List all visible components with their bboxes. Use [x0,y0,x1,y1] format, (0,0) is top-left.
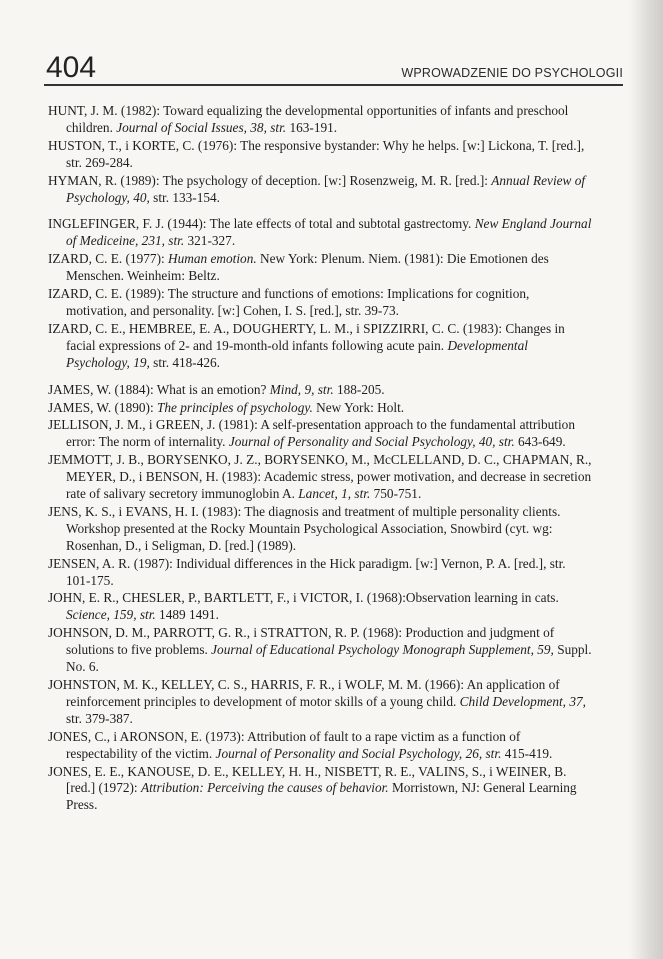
reference-entry: JOHN, E. R., CHESLER, P., BARTLETT, F., i VICTOR, I. (1968):Observation learning in cats. Science, 159, str. 1489 1491. [48,590,559,623]
header-rule [44,84,623,86]
reference-entry: HUSTON, T., i KORTE, C. (1976): The responsive bystander: Why he helps. [w:] Lickona, T. [red.], str. 269-284. [48,137,585,170]
reference-entry: JELLISON, J. M., i GREEN, J. (1981): A self-presentation approach to the fundamental attribution error: The norm of internality. Journal of Personality and Social Psychology, 40, str. 643-649. [48,417,575,450]
page-edge-shadow [629,0,663,959]
reference-entry: JENS, K. S., i EVANS, H. I. (1983): The diagnosis and treatment of multiple personality clients. Workshop presented at the Rocky Mountain Psychological Association, Snowbird (cyt. wg: Rosenhan, D., i Seligman, D. [red.] (1989). [48,503,561,553]
running-title: WPROWADZENIE DO PSYCHOLOGII [401,66,623,80]
reference-entry: HYMAN, R. (1989): The psychology of deception. [w:] Rosenzweig, M. R. [red.]: Annual Review of Psychology, 40, str. 133-154. [48,172,586,205]
reference-entry: JOHNSON, D. M., PARROTT, G. R., i STRATTON, R. P. (1968): Production and judgment of solutions to five problems. Journal of Educational Psychology Monograph Supplement, 59, Suppl. No. 6. [48,625,592,675]
reference-entry: INGLEFINGER, F. J. (1944): The late effects of total and subtotal gastrectomy. New England Journal of Mediceine, 231, str. 321-327. [48,216,592,249]
reference-entry: JAMES, W. (1890): The principles of psychology. New York: Holt. [48,399,405,415]
reference-entry: IZARD, C. E. (1977): Human emotion. New York: Plenum. Niem. (1981): Die Emotionen des Menschen. Weinheim: Beltz. [48,251,549,284]
reference-entry: JENSEN, A. R. (1987): Individual differences in the Hick paradigm. [w:] Vernon, P. A. [red.], str. 101-175. [48,555,566,588]
reference-entry: JOHNSTON, M. K., KELLEY, C. S., HARRIS, F. R., i WOLF, M. M. (1966): An application of reinforcement principles to development of motor skills of a young child. Child Development, 37, str. 379-387. [48,677,586,726]
reference-list [48,103,593,815]
reference-entry: JAMES, W. (1884): What is an emotion? Mind, 9, str. 188-205. [48,381,385,397]
reference-entry: JONES, C., i ARONSON, E. (1973): Attribution of fault to a rape victim as a function of respectability of the victim. Journal of Personality and Social Psychology, 26, str. 415-419. [48,728,553,761]
reference-entry: JEMMOTT, J. B., BORYSENKO, J. Z., BORYSENKO, M., McCLELLAND, D. C., CHAPMAN, R., MEYER, D., i BENSON, H. (1983): Academic stress, power motivation, and decrease in secretion rate of salivary secretory immunoglobin A. Lancet, 1, str. 750-751. [48,452,592,502]
reference-entry: JONES, E. E., KANOUSE, D. E., KELLEY, H. H., NISBETT, R. E., VALINS, S., i WEINER, B. [red.] (1972): Attribution: Perceiving the causes of behavior. Morristown, NJ: General Learning Press. [48,763,577,813]
reference-entry: IZARD, C. E. (1989): The structure and functions of emotions: Implications for cognition, motivation, and personality. [w:] Cohen, I. S. [red.], str. 39-73. [48,286,530,318]
page-number: 404 [46,51,97,84]
reference-entry: HUNT, J. M. (1982): Toward equalizing the developmental opportunities of infants and preschool children. Journal of Social Issues, 38, str. 163-191. [48,103,569,135]
reference-entry: IZARD, C. E., HEMBREE, E. A., DOUGHERTY, L. M., i SPIZZIRRI, C. C. (1983): Changes in facial expressions of 2- and 19-month-old infants following acute pain. Developmental Psychology, 19, str. 418-426. [48,320,565,370]
